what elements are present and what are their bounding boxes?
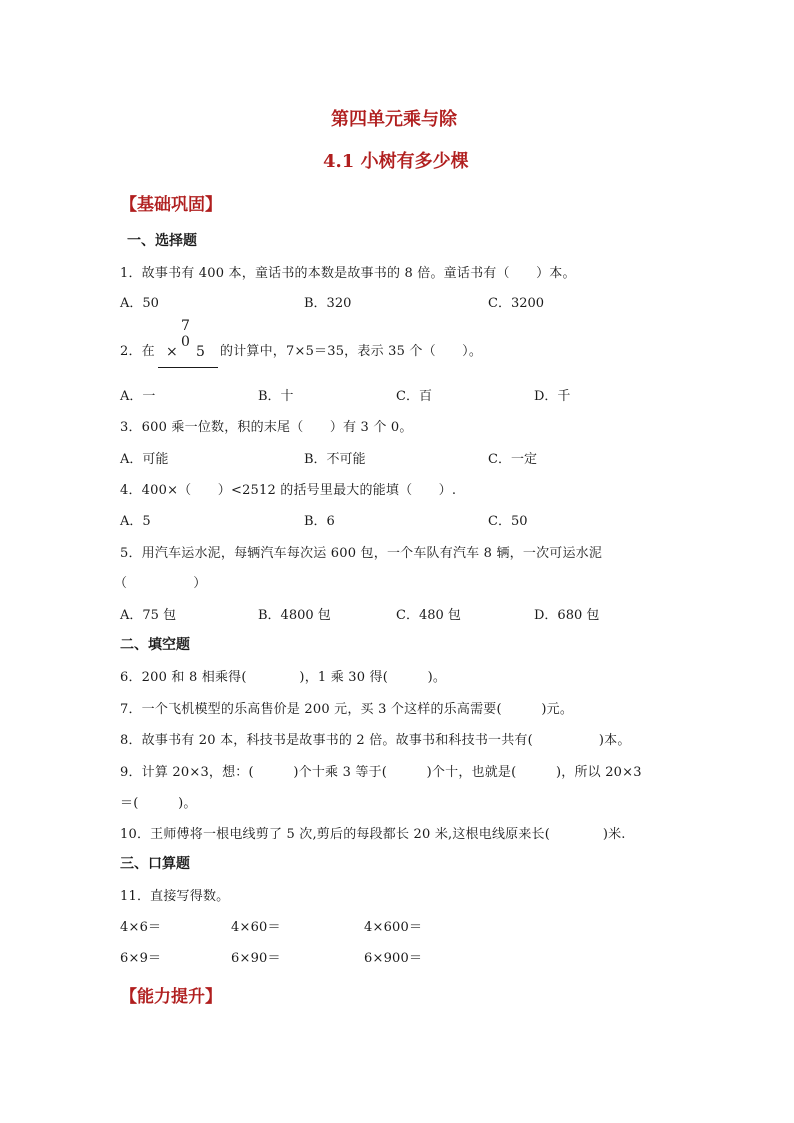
q4-option-c: C．50 bbox=[488, 514, 528, 529]
part3-heading: 三、口算题 bbox=[120, 856, 190, 872]
question-8: 8．故事书有 20 本，科技书是故事书的 2 倍。故事书和科技书一共有( )本。 bbox=[120, 733, 631, 748]
question-7: 7．一个飞机模型的乐高售价是 200 元，买 3 个这样的乐高需要( )元。 bbox=[120, 702, 574, 717]
q1-option-c: C．3200 bbox=[488, 296, 545, 311]
q5-option-d: D．680 包 bbox=[534, 608, 600, 623]
q2-option-d: D．千 bbox=[534, 389, 571, 404]
q1-option-a: A．50 bbox=[120, 296, 159, 311]
calc-item: 4×60＝ bbox=[231, 920, 281, 935]
question-10: 10．王师傅将一根电线剪了 5 次,剪后的每段都长 20 米,这根电线原来长( )米. bbox=[120, 827, 626, 842]
q5-option-b: B．4800 包 bbox=[258, 608, 331, 623]
calc-item: 6×900＝ bbox=[364, 951, 423, 966]
question-2-prefix: 2．在 bbox=[120, 344, 155, 359]
question-3: 3．600 乘一位数，积的末尾（ ）有 3 个 0。 bbox=[120, 420, 413, 435]
q5-option-c: C．480 包 bbox=[396, 608, 461, 623]
lesson-title: 4.1 小树有多少棵 bbox=[323, 151, 469, 172]
q2-option-a: A．一 bbox=[120, 389, 156, 404]
section-advanced: 【能力提升】 bbox=[120, 987, 222, 1007]
q3-option-b: B．不可能 bbox=[304, 452, 366, 467]
section-basic: 【基础巩固】 bbox=[120, 195, 222, 215]
q3-option-c: C．一定 bbox=[488, 452, 537, 467]
multiply-sign: × bbox=[166, 344, 178, 360]
calc-item: 4×6＝ bbox=[120, 920, 162, 935]
q4-option-a: A．5 bbox=[120, 514, 151, 529]
question-6: 6．200 和 8 相乘得( )，1 乘 30 得( )。 bbox=[120, 670, 447, 685]
vertical-top-number: 7 0 bbox=[181, 318, 196, 350]
question-4: 4．400×（ ）<2512 的括号里最大的能填（ ）. bbox=[120, 483, 457, 498]
question-11: 11．直接写得数。 bbox=[120, 889, 230, 904]
q2-option-c: C．百 bbox=[396, 389, 432, 404]
q2-option-b: B．十 bbox=[258, 389, 294, 404]
vertical-rule bbox=[158, 367, 218, 368]
question-9-line2: ＝( )。 bbox=[120, 796, 197, 811]
unit-title: 第四单元乘与除 bbox=[331, 109, 457, 130]
vertical-multiplication bbox=[158, 318, 218, 370]
part1-heading: 一、选择题 bbox=[127, 233, 197, 249]
question-9-line1: 9．计算 20×3，想：( )个十乘 3 等于( )个十，也就是( )，所以 20×3 bbox=[120, 765, 642, 780]
calc-item: 6×90＝ bbox=[231, 951, 281, 966]
q3-option-a: A．可能 bbox=[120, 452, 169, 467]
question-2-suffix: 的计算中，7×5＝35，表示 35 个（ ）。 bbox=[220, 344, 483, 359]
vertical-multiplier: 5 bbox=[196, 344, 205, 360]
calc-item: 6×9＝ bbox=[120, 951, 162, 966]
question-5-blank: （ ） bbox=[114, 576, 207, 591]
question-5: 5．用汽车运水泥，每辆汽车每次运 600 包，一个车队有汽车 8 辆，一次可运水泥 bbox=[120, 546, 603, 561]
question-1: 1．故事书有 400 本，童话书的本数是故事书的 8 倍。童话书有（ ）本。 bbox=[120, 266, 576, 281]
q1-option-b: B．320 bbox=[304, 296, 352, 311]
q4-option-b: B．6 bbox=[304, 514, 335, 529]
part2-heading: 二、填空题 bbox=[120, 637, 190, 653]
q5-option-a: A．75 包 bbox=[120, 608, 177, 623]
calc-item: 4×600＝ bbox=[364, 920, 423, 935]
